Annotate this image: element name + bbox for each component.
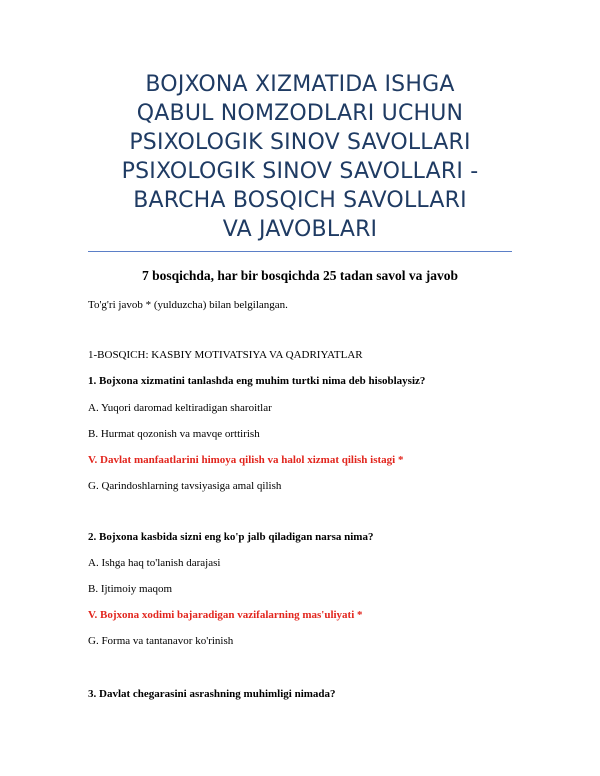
title-line: BARCHA BOSQICH SAVOLLARI	[133, 188, 467, 213]
title-line: BOJXONA XIZMATIDA ISHGA	[145, 72, 455, 97]
question-2: 2. Bojxona kasbida sizni eng ko'p jalb qiladigan narsa nima?	[88, 531, 374, 543]
question-3: 3. Davlat chegarasini asrashning muhimligi nimada?	[88, 688, 336, 700]
title-line: VA JAVOBLARI	[222, 217, 378, 242]
option-1v-correct: V. Davlat manfaatlarini himoya qilish va halol xizmat qilish istagi *	[88, 454, 404, 466]
question-1: 1. Bojxona xizmatini tanlashda eng muhim turtki nima deb hisoblaysiz?	[88, 375, 426, 387]
option-2v-correct: V. Bojxona xodimi bajaradigan vazifalarning mas'uliyati *	[88, 609, 363, 621]
title-line: QABUL NOMZODLARI UCHUN	[136, 101, 464, 126]
option-1b: B. Hurmat qozonish va mavqe orttirish	[88, 428, 260, 440]
option-2a: A. Ishga haq to'lanish darajasi	[88, 557, 221, 569]
title-divider	[88, 251, 512, 252]
section-heading: 1-BOSQICH: KASBIY MOTIVATSIYA VA QADRIYATLAR	[88, 349, 363, 361]
answer-note: To'g'ri javob * (yulduzcha) bilan belgilangan.	[88, 299, 288, 311]
option-1g: G. Qarindoshlarning tavsiyasiga amal qilish	[88, 480, 282, 492]
option-2b: B. Ijtimoiy maqom	[88, 583, 173, 595]
document-subtitle: 7 bosqichda, har bir bosqichda 25 tadan savol va javob	[141, 268, 459, 283]
option-2g: G. Forma va tantanavor ko'rinish	[88, 635, 234, 647]
option-1a: A. Yuqori daromad keltiradigan sharoitlar	[88, 402, 272, 414]
title-line: PSIXOLOGIK SINOV SAVOLLARI	[129, 130, 471, 155]
document-title	[88, 70, 512, 244]
title-line: PSIXOLOGIK SINOV SAVOLLARI -	[121, 159, 479, 184]
